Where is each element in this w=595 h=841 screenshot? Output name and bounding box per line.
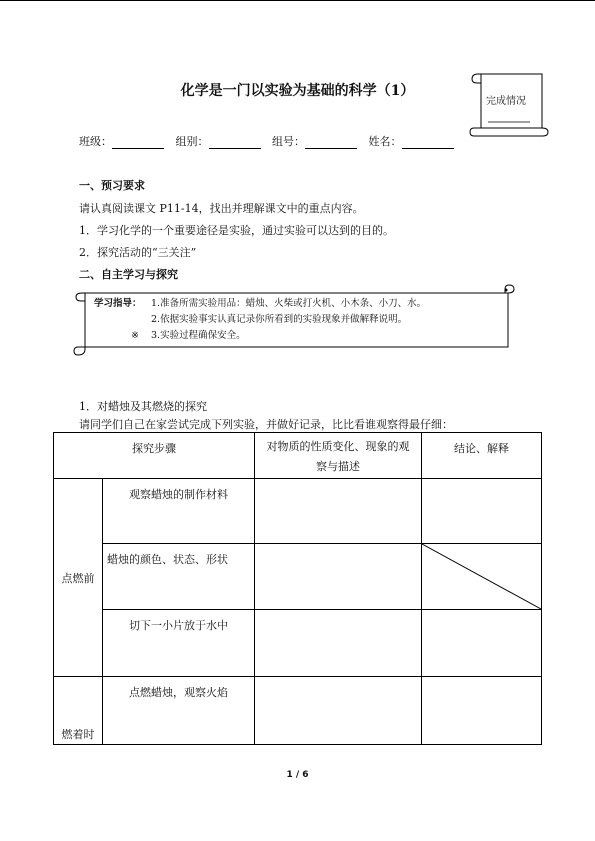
group-before-lighting: 点燃前 [54,479,103,677]
table-row [54,479,542,544]
guide-item-2: 2.依据实验事实认真记录你所看到的实验现象并做解释说明。 [151,314,408,325]
guide-item-1: 1.准备所需实验用品：蜡烛、火柴或打火机、小木条、小刀、水。 [151,298,427,309]
step-cell: 切下一小片放于水中 [103,610,255,677]
section1-line3: 2．探究活动的“三关注” [79,246,197,259]
section2-heading: 二、自主学习与探究 [79,268,178,281]
conclusion-cell[interactable] [422,610,542,677]
table-header-row [54,433,542,479]
step-cell: 观察蜡烛的制作材料 [103,479,255,544]
group-number-label: 组号： [272,135,305,148]
step-cell: 点燃蜡烛，观察火焰 [103,677,255,745]
group-number-field[interactable] [305,136,357,149]
name-label: 姓名： [368,135,402,148]
step-cell: 蜡烛的颜色、状态、形状 [103,544,255,610]
group-label: 组别： [175,135,209,148]
page-title: 化学是一门以实验为基础的科学（1） [180,83,415,99]
top-rule [0,0,595,1]
table-row [54,610,542,677]
header-conclusion: 结论、解释 [422,433,542,479]
completion-box [468,68,550,138]
page-number: 1 / 6 [286,770,309,780]
observation-cell[interactable] [255,677,422,745]
diagonal-line [422,544,541,609]
guide-mark: ※ [131,330,139,341]
guide-label: 学习指导： [94,298,142,309]
class-field[interactable] [112,136,164,149]
table-row [54,544,542,610]
group-while-burning: 燃着时 [54,677,103,745]
exploration-heading: 1．对蜡烛及其燃烧的探究 [79,400,207,413]
header-steps: 探究步骤 [54,433,255,479]
section1-line2: 1．学习化学的一个重要途径是实验，通过实验可以达到的目的。 [79,224,394,237]
header-observation: 对物质的性质变化、现象的观察与描述 [255,433,422,479]
section1-line1: 请认真阅读课文 P11-14，找出并理解课文中的重点内容。 [79,202,364,215]
observation-cell[interactable] [255,544,422,610]
observation-cell[interactable] [255,479,422,544]
exploration-intro: 请同学们自己在家尝试完成下列实验，并做好记录，比比看谁观察得最仔细： [79,418,453,431]
student-info-row [79,133,454,149]
conclusion-cell[interactable] [422,677,542,745]
guide-item-3: 3.实验过程确保安全。 [151,330,246,341]
observation-cell[interactable] [255,610,422,677]
name-field[interactable] [402,136,454,149]
section1-heading: 一、预习要求 [79,179,145,192]
study-guide-box [72,283,516,359]
class-label: 班级： [79,135,112,148]
group-field[interactable] [209,136,261,149]
conclusion-cell-crossed [422,544,542,610]
completion-label: 完成情况 [486,96,526,107]
exploration-table [53,432,542,745]
table-row [54,677,542,745]
conclusion-cell[interactable] [422,479,542,544]
